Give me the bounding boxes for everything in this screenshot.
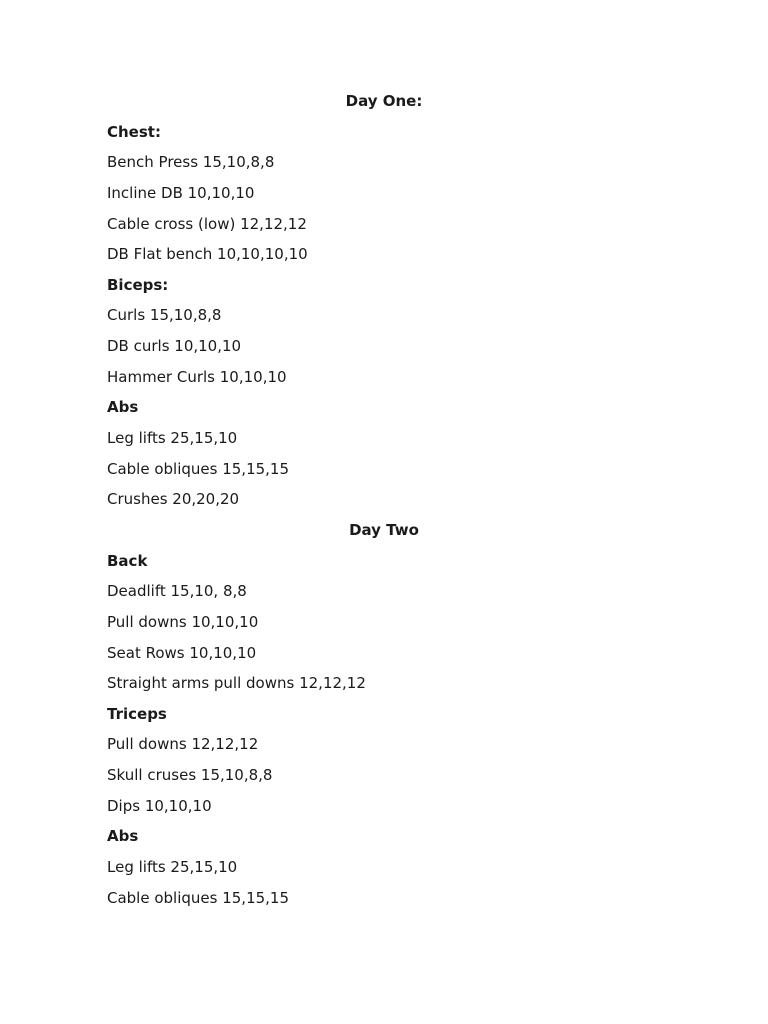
day-title: Day Two (349, 520, 419, 539)
exercise-line: Pull downs 12,12,12 (107, 735, 259, 754)
exercise-line: Seat Rows 10,10,10 (107, 643, 257, 662)
exercise-line: Pull downs 10,10,10 (107, 612, 259, 631)
section-heading: Abs (107, 827, 139, 846)
section-heading: Chest: (107, 122, 161, 141)
section-heading: Abs (107, 398, 139, 417)
document-body (107, 86, 661, 913)
exercise-line: Leg lifts 25,15,10 (107, 429, 238, 448)
exercise-line: Deadlift 15,10, 8,8 (107, 582, 247, 601)
exercise-line: Leg lifts 25,15,10 (107, 858, 238, 877)
section-heading: Triceps (107, 704, 167, 723)
exercise-line: Straight arms pull downs 12,12,12 (107, 674, 366, 693)
day-title: Day One: (345, 92, 423, 110)
exercise-line: Cable obliques 15,15,15 (107, 459, 290, 478)
exercise-line: Bench Press 15,10,8,8 (107, 153, 275, 172)
exercise-line: Curls 15,10,8,8 (107, 306, 222, 325)
section-heading: Back (107, 551, 148, 570)
exercise-line: Skull cruses 15,10,8,8 (107, 766, 273, 785)
exercise-line: Cable cross (low) 12,12,12 (107, 214, 307, 233)
exercise-line: DB curls 10,10,10 (107, 337, 242, 356)
exercise-line: Cable obliques 15,15,15 (107, 888, 290, 907)
exercise-line: Hammer Curls 10,10,10 (107, 367, 287, 386)
exercise-line: Crushes 20,20,20 (107, 490, 240, 509)
exercise-line: Dips 10,10,10 (107, 796, 212, 815)
exercise-line: DB Flat bench 10,10,10,10 (107, 245, 308, 264)
exercise-line: Incline DB 10,10,10 (107, 183, 255, 202)
section-heading: Biceps: (107, 275, 169, 294)
